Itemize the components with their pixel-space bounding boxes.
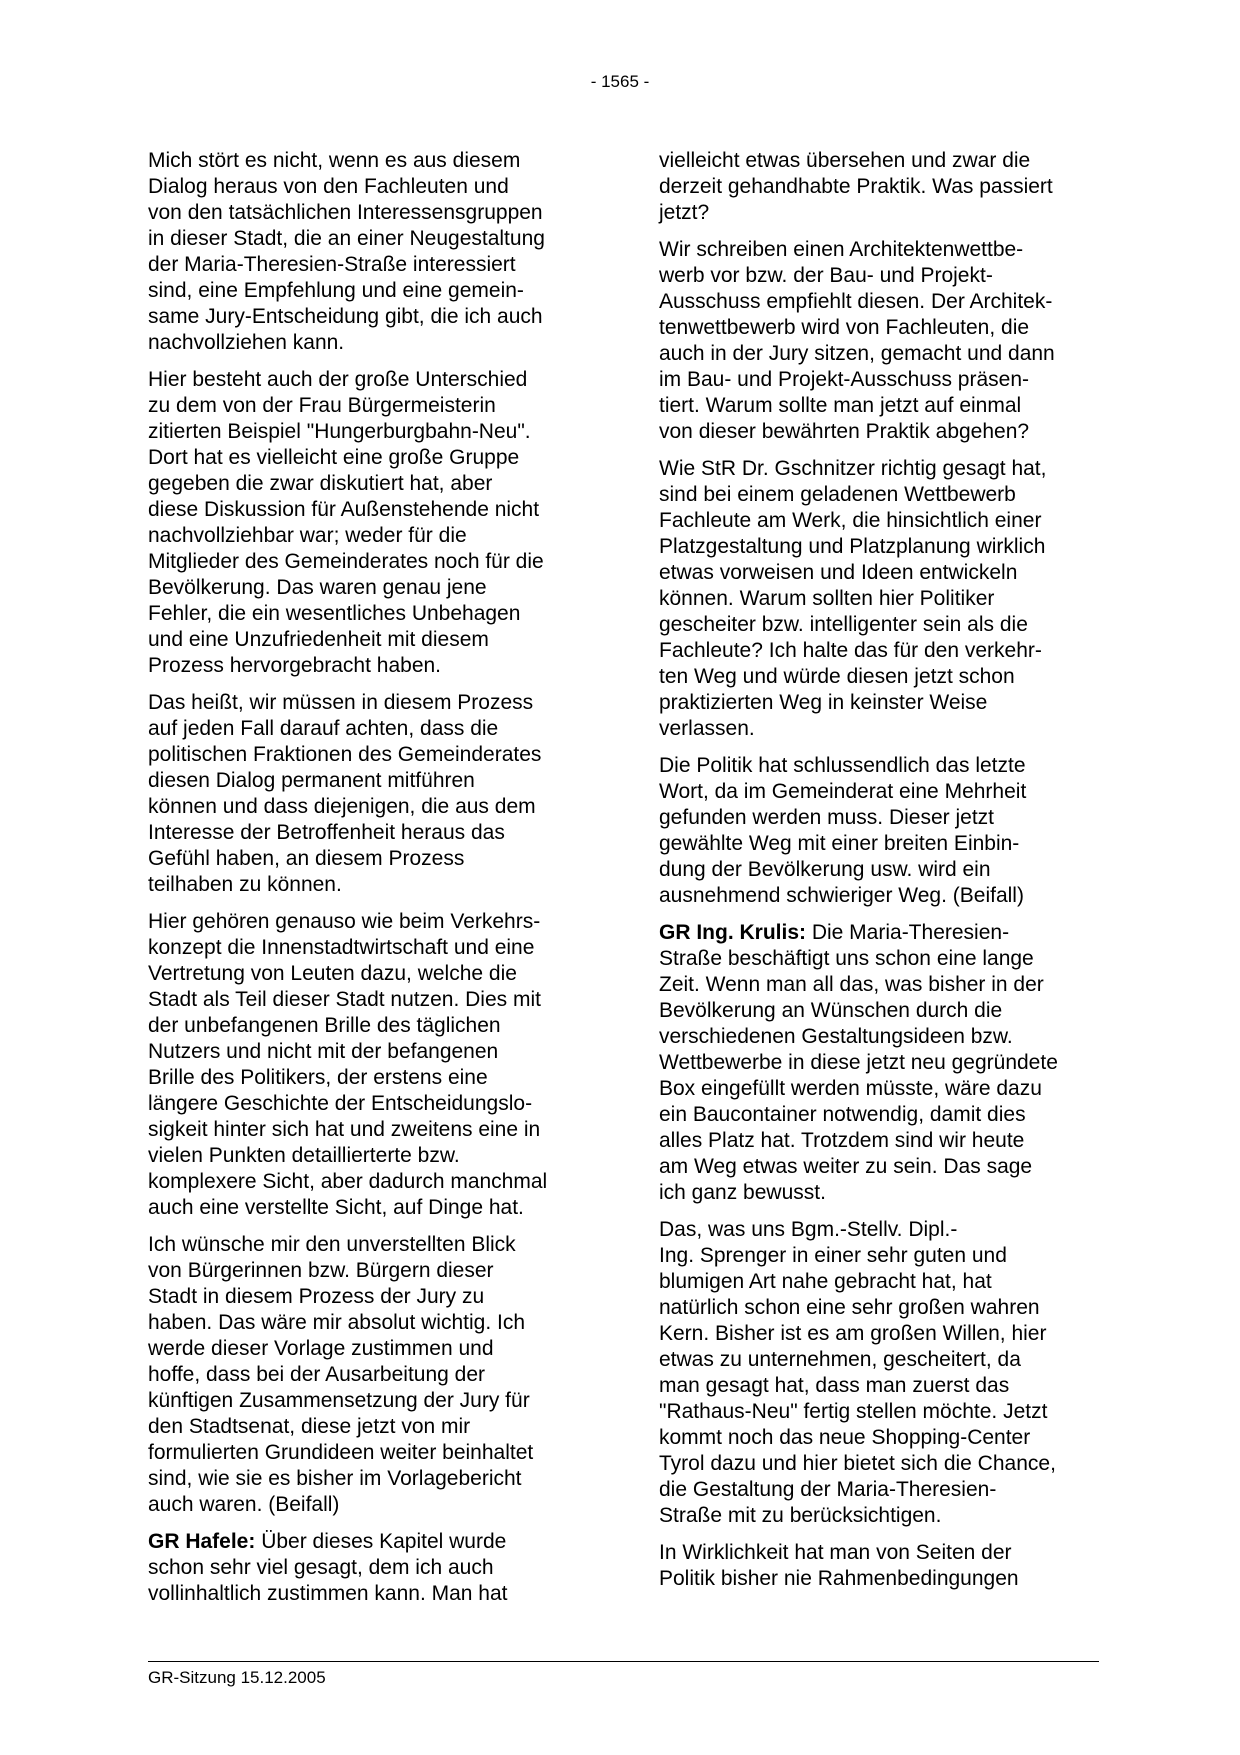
text-line: verschiedenen Gestaltungsideen bzw.	[659, 1025, 1013, 1048]
paragraph	[659, 456, 1099, 742]
paragraph	[659, 237, 1099, 445]
text-line: praktizierten Weg in keinster Weise	[659, 691, 988, 714]
text-line: von den tatsächlichen Interessensgruppen	[148, 201, 543, 224]
text-line: kommt noch das neue Shopping-Center	[659, 1426, 1031, 1449]
footer-divider	[148, 1661, 1099, 1662]
paragraph	[148, 148, 588, 356]
text-line: tenwettbewerb wird von Fachleuten, die	[659, 316, 1030, 339]
text-line: vielleicht etwas übersehen und zwar die	[659, 149, 1031, 172]
text-line: Das heißt, wir müssen in diesem Prozess	[148, 691, 534, 714]
text-line: haben. Das wäre mir absolut wichtig. Ich	[148, 1311, 526, 1334]
text-line: dung der Bevölkerung usw. wird ein	[659, 858, 991, 881]
text-line: Bevölkerung. Das waren genau jene	[148, 576, 487, 599]
text-line: verlassen.	[659, 717, 755, 740]
text-line: Mitglieder des Gemeinderates noch für die	[148, 550, 544, 573]
text-line: etwas zu unternehmen, gescheitert, da	[659, 1348, 1021, 1371]
text-line: Vertretung von Leuten dazu, welche die	[148, 962, 517, 985]
text-line: in dieser Stadt, die an einer Neugestaltung	[148, 227, 545, 250]
text-line: ten Weg und würde diesen jetzt schon	[659, 665, 1015, 688]
text-line: blumigen Art nahe gebracht hat, hat	[659, 1270, 992, 1293]
text-line: Stadt als Teil dieser Stadt nutzen. Dies mit	[148, 988, 541, 1011]
text-line: nachvollziehen kann.	[148, 331, 345, 354]
text-line: Wort, da im Gemeinderat eine Mehrheit	[659, 780, 1027, 803]
text-line: alles Platz hat. Trotzdem sind wir heute	[659, 1129, 1025, 1152]
left-column	[148, 148, 588, 1618]
text-line: Ausschuss empfiehlt diesen. Der Architek-	[659, 290, 1053, 313]
text-line: Wie StR Dr. Gschnitzer richtig gesagt hat,	[659, 457, 1047, 480]
text-line: zitierten Beispiel "Hungerburgbahn-Neu".	[148, 420, 531, 443]
text-line: die Gestaltung der Maria-Theresien-	[659, 1478, 997, 1501]
paragraph	[148, 367, 588, 679]
text-line: derzeit gehandhabte Praktik. Was passiert	[659, 175, 1053, 198]
text-line: In Wirklichkeit hat man von Seiten der	[659, 1541, 1012, 1564]
text-line: Kern. Bisher ist es am großen Willen, hier	[659, 1322, 1047, 1345]
text-line: auch in der Jury sitzen, gemacht und dann	[659, 342, 1055, 365]
speaker-name: GR Hafele:	[148, 1530, 256, 1553]
paragraph	[148, 1529, 588, 1607]
text-line: teilhaben zu können.	[148, 873, 342, 896]
text-line: natürlich schon eine sehr großen wahren	[659, 1296, 1040, 1319]
text-line: Stadt in diesem Prozess der Jury zu	[148, 1285, 485, 1308]
text-line: werde dieser Vorlage zustimmen und	[148, 1337, 494, 1360]
text-line: Die Politik hat schlussendlich das letzte	[659, 754, 1026, 777]
text-line: können und dass diejenigen, die aus dem	[148, 795, 536, 818]
text-line: vielen Punkten detaillierterte bzw.	[148, 1144, 460, 1167]
text-line: künftigen Zusammensetzung der Jury für	[148, 1389, 530, 1412]
text-line: Gefühl haben, an diesem Prozess	[148, 847, 465, 870]
text-line: same Jury-Entscheidung gibt, die ich auch	[148, 305, 543, 328]
text-line: Wettbewerbe in diese jetzt neu gegründete	[659, 1051, 1058, 1074]
text-line: Prozess hervorgebracht haben.	[148, 654, 442, 677]
text-line: auf jeden Fall darauf achten, dass die	[148, 717, 499, 740]
text-line: den Stadtsenat, diese jetzt von mir	[148, 1415, 471, 1438]
page-number: - 1565 -	[590, 72, 650, 91]
text-line: Fehler, die ein wesentliches Unbehagen	[148, 602, 521, 625]
text-line: sigkeit hinter sich hat und zweitens eine in	[148, 1118, 541, 1141]
speaker-name: GR Ing. Krulis:	[659, 921, 806, 944]
text-line: Dort hat es vielleicht eine große Gruppe	[148, 446, 520, 469]
text-line: GR Hafele: Über dieses Kapitel wurde	[148, 1530, 507, 1553]
paragraph	[659, 148, 1099, 226]
text-line: diesen Dialog permanent mitführen	[148, 769, 475, 792]
text-line: sind bei einem geladenen Wettbewerb	[659, 483, 1016, 506]
text-line: Straße mit zu berücksichtigen.	[659, 1504, 942, 1527]
text-line: gescheiter bzw. intelligenter sein als die	[659, 613, 1028, 636]
text-line: vollinhaltlich zustimmen kann. Man hat	[148, 1582, 508, 1605]
text-line: schon sehr viel gesagt, dem ich auch	[148, 1556, 494, 1579]
text-line: Das, was uns Bgm.-Stellv. Dipl.-	[659, 1218, 958, 1241]
text-line: Zeit. Wenn man all das, was bisher in der	[659, 973, 1044, 996]
text-line: ausnehmend schwieriger Weg. (Beifall)	[659, 884, 1024, 907]
paragraph	[148, 690, 588, 898]
text-line: Straße beschäftigt uns schon eine lange	[659, 947, 1034, 970]
text-line: Box eingefüllt werden müsste, wäre dazu	[659, 1077, 1042, 1100]
text-line: gefunden werden muss. Dieser jetzt	[659, 806, 995, 829]
text-line: tiert. Warum sollte man jetzt auf einmal	[659, 394, 1022, 417]
text-line: man gesagt hat, dass man zuerst das	[659, 1374, 1010, 1397]
text-line: Politik bisher nie Rahmenbedingungen	[659, 1567, 1019, 1590]
text-line: und eine Unzufriedenheit mit diesem	[148, 628, 489, 651]
text-line: gewählte Weg mit einer breiten Einbin-	[659, 832, 1020, 855]
text-line: Ing. Sprenger in einer sehr guten und	[659, 1244, 1007, 1267]
footer-session-date: GR-Sitzung 15.12.2005	[148, 1668, 326, 1687]
text-line: von dieser bewährten Praktik abgehen?	[659, 420, 1030, 443]
text-line: Brille des Politikers, der erstens eine	[148, 1066, 488, 1089]
paragraph	[659, 920, 1099, 1206]
text-line: ich ganz bewusst.	[659, 1181, 826, 1204]
paragraph	[659, 753, 1099, 909]
text-line: Wir schreiben einen Architektenwettbe-	[659, 238, 1024, 261]
text-line: Fachleute? Ich halte das für den verkehr-	[659, 639, 1042, 662]
right-column	[659, 148, 1099, 1603]
paragraph	[148, 909, 588, 1221]
paragraph	[659, 1540, 1099, 1592]
text-line: der Maria-Theresien-Straße interessiert	[148, 253, 516, 276]
text-line: auch waren. (Beifall)	[148, 1493, 340, 1516]
text-line: jetzt?	[659, 201, 710, 224]
text-line: Interesse der Betroffenheit heraus das	[148, 821, 505, 844]
text-line: formulierten Grundideen weiter beinhaltet	[148, 1441, 534, 1464]
text-line: politischen Fraktionen des Gemeinderates	[148, 743, 542, 766]
text-line: "Rathaus-Neu" fertig stellen möchte. Jetzt	[659, 1400, 1048, 1423]
text-line: Hier gehören genauso wie beim Verkehrs-	[148, 910, 541, 933]
text-line: können. Warum sollten hier Politiker	[659, 587, 995, 610]
text-line: von Bürgerinnen bzw. Bürgern dieser	[148, 1259, 494, 1282]
text-line: komplexere Sicht, aber dadurch manchmal	[148, 1170, 548, 1193]
text-line: auch eine verstellte Sicht, auf Dinge hat.	[148, 1196, 524, 1219]
text-line: am Weg etwas weiter zu sein. Das sage	[659, 1155, 1033, 1178]
text-line: Tyrol dazu und hier bietet sich die Chance,	[659, 1452, 1056, 1475]
text-line: im Bau- und Projekt-Ausschuss präsen-	[659, 368, 1029, 391]
text-line: Fachleute am Werk, die hinsichtlich einer	[659, 509, 1042, 532]
text-line: sind, wie sie es bisher im Vorlagebericht	[148, 1467, 522, 1490]
text-line: etwas vorweisen und Ideen entwickeln	[659, 561, 1018, 584]
text-line: sind, eine Empfehlung und eine gemein-	[148, 279, 524, 302]
text-line: nachvollziehbar war; weder für die	[148, 524, 467, 547]
text-line: der unbefangenen Brille des täglichen	[148, 1014, 501, 1037]
text-line: Ich wünsche mir den unverstellten Blick	[148, 1233, 516, 1256]
text-line: Nutzers und nicht mit der befangenen	[148, 1040, 499, 1063]
text-line: ein Baucontainer notwendig, damit dies	[659, 1103, 1026, 1126]
text-line: längere Geschichte der Entscheidungslo-	[148, 1092, 533, 1115]
paragraph	[659, 1217, 1099, 1529]
paragraph	[148, 1232, 588, 1518]
text-line: Hier besteht auch der große Unterschied	[148, 368, 528, 391]
text-line: Dialog heraus von den Fachleuten und	[148, 175, 509, 198]
text-line: GR Ing. Krulis: Die Maria-Theresien-	[659, 921, 1010, 944]
text-line: zu dem von der Frau Bürgermeisterin	[148, 394, 496, 417]
text-line: Platzgestaltung und Platzplanung wirklich	[659, 535, 1046, 558]
text-line: werb vor bzw. der Bau- und Projekt-	[659, 264, 993, 287]
text-line: hoffe, dass bei der Ausarbeitung der	[148, 1363, 486, 1386]
text-line: gegeben die zwar diskutiert hat, aber	[148, 472, 493, 495]
text-line: Bevölkerung an Wünschen durch die	[659, 999, 1003, 1022]
text-line: konzept die Innenstadtwirtschaft und eine	[148, 936, 535, 959]
text-line: diese Diskussion für Außenstehende nicht	[148, 498, 540, 521]
text-line: Mich stört es nicht, wenn es aus diesem	[148, 149, 521, 172]
